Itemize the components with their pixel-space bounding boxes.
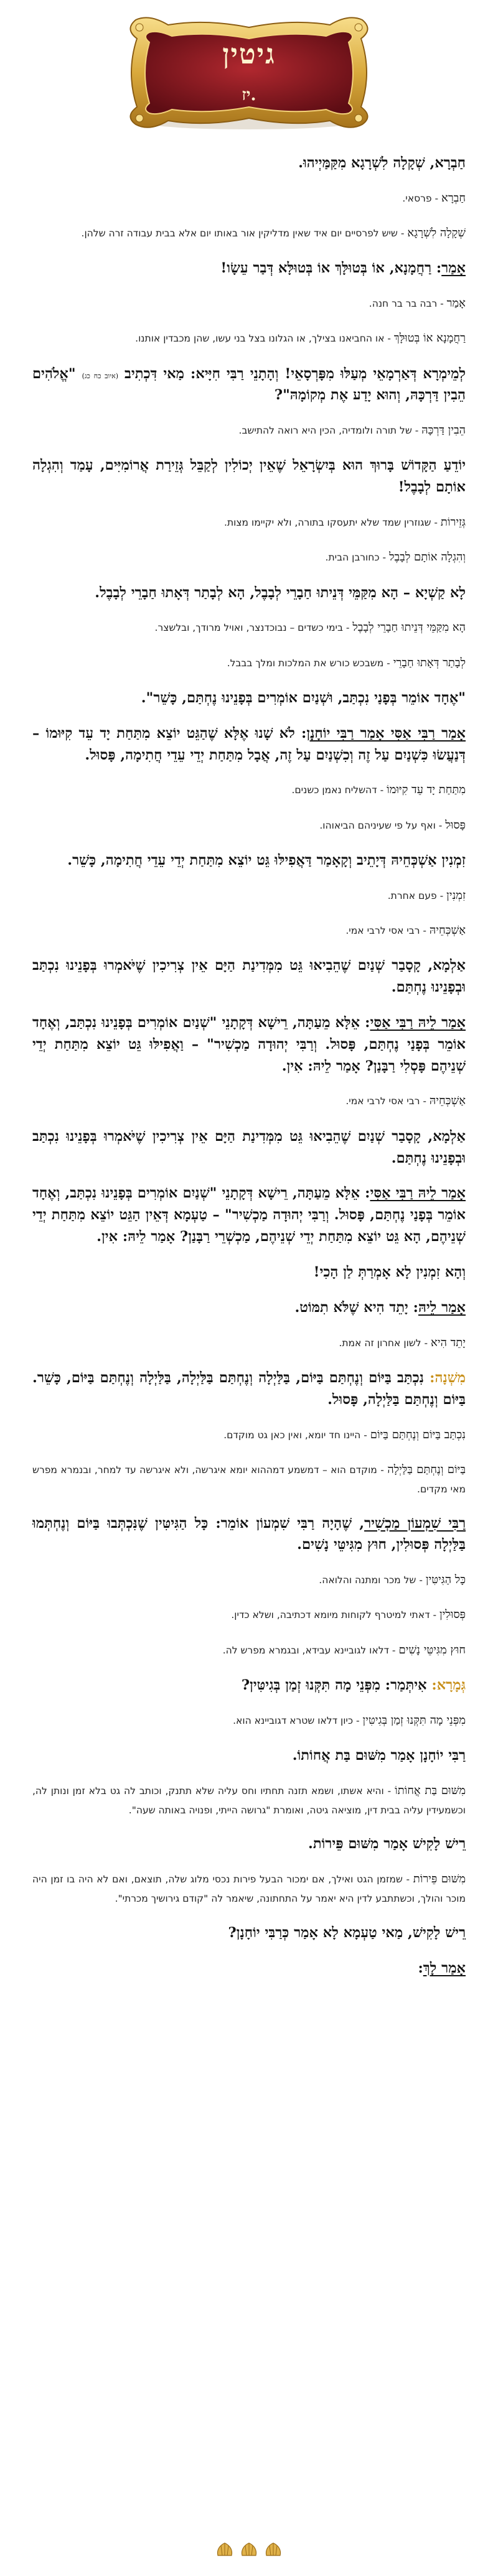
text-segment: : לֹא שָׁנוּ אֶלָּא שֶׁהַגֵּט יוֹצֵא מִתַּחַת יָד עֵד קִיּוּמוֹ – דְּנַעֲשׂוּ כִּשְׁנַיִם עַל זֶה וְכִשְׁנַיִם עַל זֶה, אֲבָל מִתַּחַת יְדֵי עֵדֵי חֲתִימָה, פָּסוּל.: [32, 725, 466, 763]
note-term: שְׁקָלָה לִשְׁרָגָא: [407, 226, 466, 240]
commentary-note: [32, 779, 466, 801]
tractate-title: גיטין: [222, 39, 276, 70]
text-segment: - רבה בר בר חנה.: [369, 298, 447, 310]
text-segment: - של מכר ומתנה והלואה.: [319, 1574, 426, 1586]
commentary-note: [32, 1332, 466, 1354]
note-term: מִתַּחַת יָד עֵד קִיּוּמוֹ: [387, 783, 466, 797]
note-term: וְהִגְלָה אוֹתָם לְבָבֶל: [389, 551, 466, 564]
daf-number: יז.: [242, 86, 256, 105]
section-tag: מִשְׁנָה:: [430, 1369, 466, 1386]
text-segment: - לשון אחרון זה אמת.: [339, 1337, 431, 1349]
note-term: חַבְרָא: [441, 191, 466, 205]
text-segment: - דהשליח נאמן כשנים.: [291, 784, 387, 796]
scroll-banner-icon: [112, 14, 386, 132]
gemara-paragraph: [32, 1513, 466, 1556]
text-segment: נִכְתַּב בַּיּוֹם וְנֶחְתַּם בַּיּוֹם, בַּלַּיְלָה וְנֶחְתַּם בַּלַּיְלָה, בַּלַּיְלָה וְנֶחְתַּם בַּיּוֹם, כָּשֵׁר. בַּיּוֹם וְנֶחְתַּם בַּלַּיְלָה, פָּסוּל.: [32, 1369, 466, 1408]
note-term: בַּיּוֹם וְנֶחְתַּם בַּלַּיְלָה: [387, 1462, 466, 1476]
gemara-paragraph: [32, 955, 466, 998]
header-banner: [0, 0, 498, 143]
text-segment: - שגוזרין שמד שלא יתעסקו בתורה, ולא יקיימו מצות.: [224, 517, 441, 529]
text-segment: אָמַר רַבִּי אַסִּי אָמַר רַבִּי יוֹחָנָן: [306, 725, 466, 742]
note-term: מִפְּנֵי מָה תִּקְּנוּ זְמַן בְּגִיטִּין: [362, 1713, 466, 1727]
gemara-paragraph: [32, 363, 466, 407]
commentary-note: [32, 420, 466, 441]
text-segment: אָמַר לָךְ: [423, 1960, 466, 1976]
note-term: אַשְׁכְּחֵיהּ: [429, 923, 466, 937]
note-term: הָא מִקַּמֵּי דְּנֵיתוּ חַבָרֵי לְבָבֶל: [352, 621, 466, 635]
gemara-paragraph: [32, 1262, 466, 1283]
text-segment: - שמזמן הגט ואילך, אם ימכור הבעל פירות נכסי מלוג שלה, תוצאם, ואם לא היה בו זמן היה מוכר והולך, וכשתתבע לדין היא יאמר על התחתונה, שיאמר לה "קודם גירושיך מכרתי".: [32, 1874, 466, 1905]
gemara-paragraph: [32, 1297, 466, 1319]
text-segment: "אֶחָד אוֹמֵר בְּפָנַי נִכְתַּב, וּשְׁנַיִם אוֹמְרִים בְּפָנֵינוּ נֶחְתַּם, כָּשֵׁר".: [141, 689, 466, 706]
text-segment: יוֹדֵעַ הַקָּדוֹשׁ בָּרוּךְ הוּא בְּיִשְׂרָאֵל שֶׁאֵין יְכוֹלִין לְקַבֵּל גְּזֵירַת אֲרוֹמִיִּים, עָמַד וְהִגְלָה אוֹתָם לְבָבֶל!: [32, 457, 466, 496]
text-segment: אִיתְּמַר: מִפְּנֵי מָה תִּקְּנוּ זְמַן בְּגִיטִּין?: [241, 1676, 432, 1693]
shell-icon: [215, 2542, 234, 2558]
commentary-note: [32, 653, 466, 674]
gemara-paragraph: [32, 582, 466, 604]
text-segment: אָמַר: [441, 260, 466, 277]
text-segment: : יָתֵד הִיא שֶׁלֹּא תִמּוֹט.: [294, 1299, 418, 1316]
note-term: יָתֵד הִיא: [431, 1336, 466, 1349]
note-term: כָּל הַגִּיטִּין: [425, 1573, 466, 1587]
gemara-paragraph: [32, 1367, 466, 1411]
text-segment: : אֵלָּא מֵעַתָּה, רֵישָׁא דְּקָתָנֵי "שְׁנַיִם אוֹמְרִים בְּפָנֵינוּ נִכְתַּב, וְאֶחָד אוֹמֵר בְּפָנַי נֶחְתַּם, פָּסוּל. וְרַבִּי יְהוּדָה מַכְשִׁיר" – וַאֲפִילּוּ גֵּט יוֹצֵא מִתַּחַת יְדֵי שְׁנֵיהֶם פָּסְלִי רַבָּנַן? אָמַר לֵיהּ: אִין.: [32, 1014, 466, 1074]
commentary-note: [32, 920, 466, 941]
shell-icon: [240, 2542, 258, 2558]
text-segment: זִמְנִין אַשְׁכְּחֵיהּ דְּיָתֵיב וְקָאָמַר דַּאֲפִילּוּ גֵּט יוֹצֵא מִתַּחַת יְדֵי עֵדֵי חֲתִימָה, כָּשֵׁר.: [67, 852, 466, 868]
text-segment: - פרסאי.: [402, 192, 442, 204]
note-term: מִשּׁוּם בַּת אֲחוֹתוֹ: [395, 1783, 466, 1797]
note-term: אָמַר: [446, 297, 466, 310]
commentary-note: [32, 223, 466, 244]
text-content: [32, 152, 466, 1993]
gemara-paragraph: [32, 152, 466, 174]
commentary-note: [32, 1640, 466, 1661]
text-segment: - משבכש כורש את המלכות ומלך בבבל.: [227, 657, 393, 669]
text-segment: - של תורה ולומדיה, הכין היא רואה להתישב.: [238, 425, 422, 437]
text-segment: - שיש לפרסיים יום איד שאין מדליקין אור באותו יום אלא בבית עבודה זרה שלהן.: [81, 228, 408, 239]
commentary-note: [32, 293, 466, 314]
note-term: לְבָתַר דְּאָתוּ חַבָרֵי: [393, 656, 466, 669]
text-segment: אָמַר לֵיהּ רַבִּי אַסִּי: [370, 1185, 466, 1202]
commentary-note: [32, 617, 466, 638]
text-segment: , שֶׁהָיָה רַבִּי שִׁמְעוֹן אוֹמֵר: כָּל הַגִּיטִּין שֶׁנִּכְתְּבוּ בַּיּוֹם וְנֶחְתְּמוּ בַּלַּיְלָה פְּסוּלִין, חוּץ מִגִּיטֵּי נָשִׁים.: [32, 1515, 466, 1553]
note-term: מִשּׁוּם פֵּירוֹת: [413, 1872, 466, 1886]
shell-icon: [264, 2542, 283, 2558]
text-segment: - בימי כשדים – נבוכדנצר, ואויל מרודך, ובלשצר.: [154, 622, 353, 634]
text-segment: - או החביאנו בצילך, או הגלונו בצל בני עשו, שהן מכבדין אותנו.: [135, 333, 394, 345]
commentary-note: [32, 815, 466, 836]
text-segment: - פעם אחרת.: [387, 890, 447, 901]
text-segment: - היינו חד יומא, ואין כאן גט מוקדם.: [223, 1429, 370, 1441]
text-segment: - רבי אסי לרבי אמי.: [345, 924, 430, 936]
gemara-paragraph: [32, 1833, 466, 1855]
note-term: גְּזֵירוֹת: [440, 516, 466, 529]
gemara-paragraph: [32, 1183, 466, 1248]
gemara-paragraph: [32, 723, 466, 766]
text-segment: - דלאו לגוביינא עבידא, ובגמרא מפרש לה.: [222, 1644, 399, 1656]
text-segment: - ואף על פי שעיניהם הביאוהו.: [319, 819, 446, 831]
commentary-note: [32, 885, 466, 906]
gemara-paragraph: [32, 850, 466, 872]
text-segment: - כיון דלאו שטרא דגוביינא הוא.: [233, 1714, 363, 1726]
text-segment: רֵישׁ לָקִישׁ אָמַר מִשּׁוּם פֵּירוֹת.: [308, 1836, 466, 1853]
gemara-paragraph: [32, 687, 466, 709]
text-segment: אָמַר לֵיהּ רַבִּי אַסִּי: [370, 1014, 466, 1031]
gemara-paragraph: [32, 1675, 466, 1696]
text-segment: וְהָא זִמְנִין לָא אָמְרַתְּ לַן הָכִי!: [313, 1264, 466, 1280]
commentary-note: [32, 1569, 466, 1591]
text-segment: - דאתי למיטרף לקוחות מיומא דכתיבה, ושלא כדין.: [231, 1609, 439, 1621]
gemara-paragraph: [32, 1745, 466, 1767]
commentary-note: [32, 1710, 466, 1731]
note-term: זִמְנִין: [446, 888, 466, 902]
text-segment: לָא קַשְׁיָא – הָא מִקַּמֵּי דְּנֵיתוּ חַבָרֵי לְבָבֶל, הָא לְבָתַר דְּאָתוּ חַבָרֵי לְבָבֶל.: [95, 584, 466, 601]
commentary-note: [32, 1604, 466, 1625]
text-segment: : רַחֲמָנָא, אוֹ בְּטוּלָּךְ אוֹ בְּטוּלָּא דְּבַר עֵשָׂו!: [220, 260, 442, 277]
note-term: נִכְתַּב בַּיּוֹם וְנֶחְתַּם בַּיּוֹם: [370, 1428, 466, 1441]
text-segment: אַלְמָא, קָסָבַר שְׁנַיִם שֶׁהֵבִיאוּ גֵּט מִמְּדִינַת הַיָּם אֵין צְרִיכִין שֶׁיֹּאמְרוּ בְּפָנֵינוּ נִכְתַּב וּבְפָנֵינוּ נֶחְתַּם.: [32, 957, 466, 995]
text-segment: - כחורבן הבית.: [325, 552, 390, 564]
text-segment: (איוב כח כג): [82, 371, 119, 380]
note-term: רַחֲמָנָא אוֹ בְּטוּלָּךְ: [393, 332, 466, 345]
note-term: פָּסוּל: [445, 818, 466, 832]
text-segment: :: [418, 1960, 423, 1976]
note-term: אַשְׁכְּחֵיהּ: [429, 1094, 466, 1108]
text-segment: רֵישׁ לָקִישׁ, מַאי טַעְמָא לָא אָמַר כְּרַבִּי יוֹחָנָן?: [228, 1924, 466, 1941]
section-tag: גְּמָרָא:: [431, 1676, 466, 1693]
text-segment: "אֱלֹהִים הֵבִין דַּרְכָּהּ, וְהוּא יָדַע אֶת מְקוֹמָהּ"?: [32, 365, 466, 404]
text-segment: : אֵלָּא מֵעַתָּה, רֵישָׁא דְּקָתָנֵי "שְׁנַיִם אוֹמְרִים בְּפָנֵינוּ נִכְתַּב, וְאֶחָד אוֹמֵר בְּפָנַי נֶחְתַּם, פָּסוּל. וְרַבִּי יְהוּדָה מַכְשִׁיר" – טַעְמָא דְּאֵין הַגֵּט יוֹצֵא מִתַּחַת יְדֵי שְׁנֵיהֶם, הָא גֵּט יוֹצֵא מִתַּחַת יְדֵי שְׁנֵיהֶם, מַכְשְׁרֵי רַבָּנַן? אָמַר לֵיהּ: אִין.: [32, 1185, 466, 1245]
commentary-note: [32, 547, 466, 568]
gemara-paragraph: [32, 1922, 466, 1944]
text-segment: אַלְמָא, קָסָבַר שְׁנַיִם שֶׁהֵבִיאוּ גֵּט מִמְּדִינַת הַיָּם אֵין צְרִיכִין שֶׁיֹּאמְרוּ בְּפָנֵינוּ נִכְתַּב וּבְפָנֵינוּ נֶחְתַּם.: [32, 1128, 466, 1166]
note-term: הֵבִין דַּרְכָּהּ: [421, 424, 466, 437]
note-term: פְּסוּלִין: [439, 1608, 466, 1622]
note-term: חוּץ מִגִּיטֵּי נָשִׁים: [398, 1643, 466, 1657]
gemara-paragraph: [32, 258, 466, 279]
text-segment: - רבי אסי לרבי אמי.: [345, 1095, 430, 1107]
gemara-paragraph: [32, 1126, 466, 1169]
text-segment: אָמַר לֵיהּ: [418, 1299, 466, 1316]
text-segment: רַבִּי שִׁמְעוֹן מַכְשִׁיר: [364, 1515, 466, 1532]
commentary-note: [32, 188, 466, 209]
gemara-paragraph: [32, 1012, 466, 1077]
commentary-note: [32, 1425, 466, 1446]
commentary-note: [32, 328, 466, 349]
commentary-note: [32, 1090, 466, 1112]
commentary-note: [32, 1459, 466, 1499]
gemara-paragraph: [32, 1958, 466, 1979]
commentary-note: [32, 1780, 466, 1820]
text-segment: - והיא אשתו, ושמא תזנה תחתיו וחס עליה שלא תתנק, וכותב לה גט בלא זמן ונותן לה, וכשמעידין עליה בבית דין, מוציאה גיטה, ואומרת "גרושה הייתי, ופנויה באותה שעה".: [32, 1785, 466, 1816]
text-segment: רַבִּי יוֹחָנָן אָמַר מִשּׁוּם בַּת אֲחוֹתוֹ.: [292, 1747, 466, 1764]
commentary-note: [32, 512, 466, 533]
text-segment: לְמֵימְרָא דְּאַרְמָאֵי מְעַלּוּ מִפָּרְסָאֵי! וְהָתָנֵי רַבִּי חִיָּיא: מַאי דִּכְתִיב: [118, 365, 466, 382]
commentary-note: [32, 1869, 466, 1909]
footer-ornament: [0, 2542, 498, 2560]
gemara-paragraph: [32, 455, 466, 498]
text-segment: חַבְרָא, שְׁקָלָה לִשְׁרָגָא מִקַּמַּיְיהוּ.: [298, 155, 466, 171]
text-segment: - מוקדם הוא – דמשמע דמההוא יומא איגרשה, ולא איגרשה עד למחר, ובנמרא מפרש מאי מקדים.: [32, 1464, 466, 1495]
